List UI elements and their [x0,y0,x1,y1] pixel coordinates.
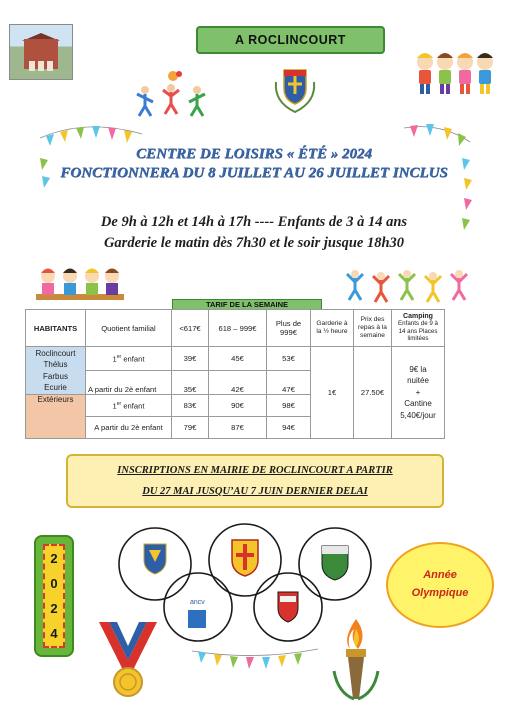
repas-price: 27.50€ [354,347,392,439]
col-habitants: HABITANTS [26,310,86,347]
col-camping: Camping Enfants de 9 à 14 ans Places limitées [392,310,445,347]
price-cell: 35€ [172,371,209,395]
svg-text:ancv: ancv [190,599,205,606]
year-badge [34,535,74,657]
quotient-cell: 1er enfant [86,395,172,417]
price-cell: 45€ [209,347,267,371]
local-towns-cell: Roclincourt Thélus Farbus Ecurie [26,347,86,395]
quotient-cell: A partir du 2è enfant [86,417,172,439]
year-digit: 2 [50,551,58,566]
jumping-children-illustration [345,266,473,306]
crest-roclincourt-icon [232,540,258,576]
inscription-line1: INSCRIPTIONS EN MAIRIE DE ROCLINCOURT A PARTIR [117,465,393,476]
camping-price: 9€ la nuitée + Cantine 5,40€/jour [392,347,445,439]
price-cell: 98€ [267,395,311,417]
price-cell: 53€ [267,347,311,371]
price-cell: 87€ [209,417,267,439]
schedule-line2: Garderie le matin dès 7h30 et le soir jusque 18h30 [103,235,405,251]
tarif-header: TARIF DE LA SEMAINE [172,299,322,310]
schedule-line1: De 9h à 12h et 14h à 17h ---- Enfants de 3 à 14 ans [100,214,408,230]
garderie-price: 1€ [311,347,354,439]
crest-ecurie-icon [278,592,298,622]
olympic-badge-line1: Année [423,569,457,582]
seated-children-illustration [36,264,124,308]
exterieurs-cell: Extérieurs [26,395,86,439]
camping-note: Enfants de 9 à 14 ans Places limitées [398,320,438,343]
col-repas: Prix des repas à la semaine [354,310,392,347]
col-q2: 618 – 999€ [209,310,267,347]
quotient-cell: 1er enfant [86,347,172,371]
crest-thelus-icon [144,544,166,574]
playing-children-illustration [133,68,213,120]
olympic-badge-line2: Olympique [411,587,469,599]
price-cell: 42€ [209,371,267,395]
year-digit: 0 [50,576,58,591]
centre-title-line2: FONCTIONNERA DU 8 JUILLET AU 26 JUILLET INCLUS [60,165,448,181]
olympic-torch-icon [328,615,384,705]
col-garderie: Garderie à la ½ heure [311,310,354,347]
price-cell: 83€ [172,395,209,417]
year-digit: 2 [50,601,58,616]
inscription-banner [66,454,444,508]
olympic-year-badge [386,542,494,628]
centre-title-line1: CENTRE DE LOISIRS « ÉTÉ » 2024 [136,146,372,162]
four-kids-illustration [415,48,497,98]
ancv-logo-icon [188,599,206,628]
town-label-box [196,26,385,54]
price-cell: 90€ [209,395,267,417]
col-quotient: Quotient familial [86,310,172,347]
quotient-cell: A partir du 2è enfant [86,371,172,395]
tarif-table [25,309,445,439]
year-digit: 4 [50,626,58,641]
col-q1: <617€ [172,310,209,347]
town-label: A ROCLINCOURT [235,33,346,47]
inscription-line2: DU 27 MAI JUSQU’AU 7 JUIN DERNIER DELAI [142,486,368,497]
col-q3: Plus de 999€ [267,310,311,347]
roclincourt-crest-icon [272,64,318,114]
price-cell: 94€ [267,417,311,439]
town-hall-photo [9,24,73,80]
bunting-bottom-decoration [190,645,320,675]
price-cell: 79€ [172,417,209,439]
medal-icon [93,620,163,700]
crest-farbus-icon [322,546,348,580]
price-cell: 47€ [267,371,311,395]
price-cell: 39€ [172,347,209,371]
